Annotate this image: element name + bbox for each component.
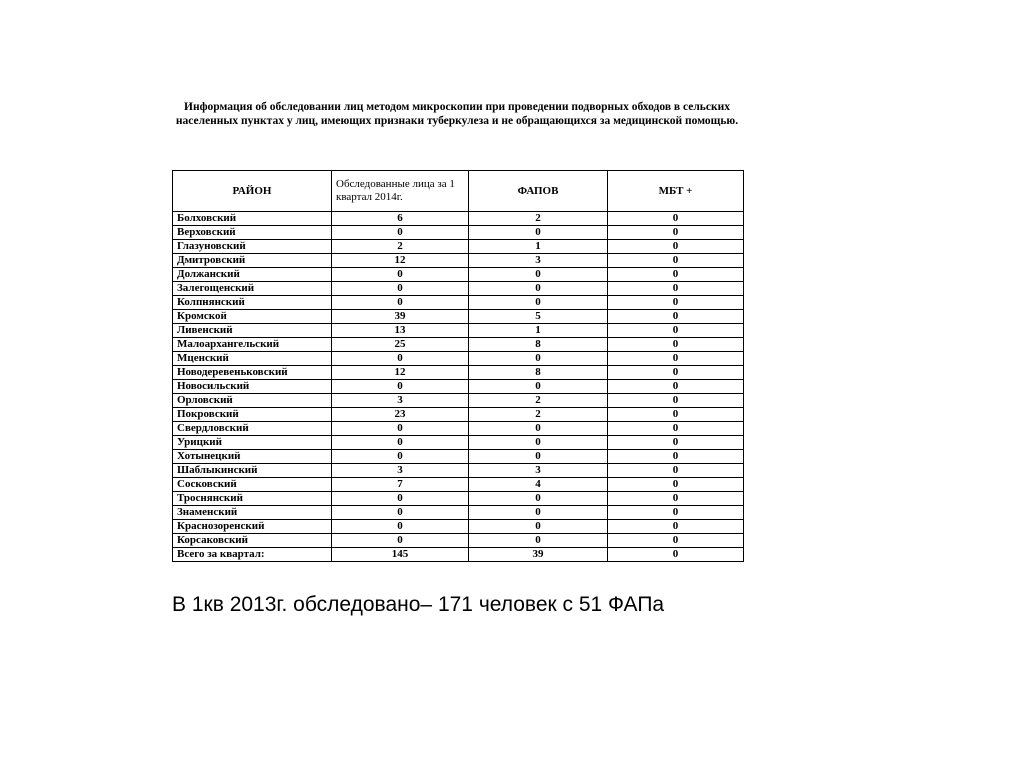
fap-cell: 4 xyxy=(469,478,608,492)
district-cell: Всего за квартал: xyxy=(173,548,332,562)
district-cell: Кромской xyxy=(173,310,332,324)
mbt-cell: 0 xyxy=(608,394,744,408)
district-cell: Знаменский xyxy=(173,506,332,520)
fap-cell: 2 xyxy=(469,212,608,226)
mbt-cell: 0 xyxy=(608,478,744,492)
mbt-cell: 0 xyxy=(608,352,744,366)
district-cell: Ливенский xyxy=(173,324,332,338)
column-header-examined: Обследованные лица за 1 квартал 2014г. xyxy=(332,171,469,212)
table-row xyxy=(173,338,744,352)
mbt-cell: 0 xyxy=(608,226,744,240)
district-cell: Должанский xyxy=(173,268,332,282)
mbt-cell: 0 xyxy=(608,436,744,450)
examined-cell: 23 xyxy=(332,408,469,422)
examined-cell: 6 xyxy=(332,212,469,226)
mbt-cell: 0 xyxy=(608,464,744,478)
mbt-cell: 0 xyxy=(608,534,744,548)
district-cell: Хотынецкий xyxy=(173,450,332,464)
table-row xyxy=(173,352,744,366)
examined-cell: 2 xyxy=(332,240,469,254)
table-row xyxy=(173,436,744,450)
table-row xyxy=(173,268,744,282)
fap-cell: 0 xyxy=(469,492,608,506)
district-cell: Шаблыкинский xyxy=(173,464,332,478)
district-cell: Свердловский xyxy=(173,422,332,436)
fap-cell: 2 xyxy=(469,408,608,422)
examined-cell: 0 xyxy=(332,492,469,506)
examined-cell: 7 xyxy=(332,478,469,492)
district-cell: Залегощенский xyxy=(173,282,332,296)
mbt-cell: 0 xyxy=(608,450,744,464)
examined-cell: 145 xyxy=(332,548,469,562)
examined-cell: 0 xyxy=(332,436,469,450)
table-row xyxy=(173,450,744,464)
district-cell: Троснянский xyxy=(173,492,332,506)
examined-cell: 0 xyxy=(332,226,469,240)
mbt-cell: 0 xyxy=(608,338,744,352)
mbt-cell: 0 xyxy=(608,506,744,520)
table-total-row xyxy=(173,548,744,562)
table-row xyxy=(173,324,744,338)
fap-cell: 0 xyxy=(469,506,608,520)
examined-cell: 0 xyxy=(332,422,469,436)
table-row xyxy=(173,366,744,380)
column-header-mbt: МБТ + xyxy=(608,171,744,212)
district-cell: Новодеревеньковский xyxy=(173,366,332,380)
fap-cell: 0 xyxy=(469,282,608,296)
fap-cell: 0 xyxy=(469,352,608,366)
examined-cell: 0 xyxy=(332,380,469,394)
mbt-cell: 0 xyxy=(608,520,744,534)
fap-cell: 0 xyxy=(469,422,608,436)
examined-cell: 0 xyxy=(332,534,469,548)
table-row xyxy=(173,520,744,534)
fap-cell: 8 xyxy=(469,338,608,352)
fap-cell: 0 xyxy=(469,436,608,450)
table-row xyxy=(173,394,744,408)
district-cell: Краснозоренский xyxy=(173,520,332,534)
mbt-cell: 0 xyxy=(608,492,744,506)
fap-cell: 0 xyxy=(469,380,608,394)
table-row xyxy=(173,492,744,506)
table-header-row xyxy=(173,171,744,212)
district-cell: Сосковский xyxy=(173,478,332,492)
examined-cell: 0 xyxy=(332,268,469,282)
district-cell: Орловский xyxy=(173,394,332,408)
examined-cell: 13 xyxy=(332,324,469,338)
district-cell: Мценский xyxy=(173,352,332,366)
fap-cell: 8 xyxy=(469,366,608,380)
table-row xyxy=(173,506,744,520)
district-cell: Глазуновский xyxy=(173,240,332,254)
column-header-district: РАЙОН xyxy=(173,171,332,212)
fap-cell: 1 xyxy=(469,324,608,338)
mbt-cell: 0 xyxy=(608,366,744,380)
examined-cell: 0 xyxy=(332,296,469,310)
fap-cell: 0 xyxy=(469,226,608,240)
fap-cell: 0 xyxy=(469,268,608,282)
table-row xyxy=(173,478,744,492)
fap-cell: 0 xyxy=(469,450,608,464)
fap-cell: 2 xyxy=(469,394,608,408)
fap-cell: 1 xyxy=(469,240,608,254)
district-cell: Малоархангельский xyxy=(173,338,332,352)
examination-table xyxy=(172,170,744,562)
table-row xyxy=(173,296,744,310)
fap-cell: 39 xyxy=(469,548,608,562)
table-row xyxy=(173,282,744,296)
mbt-cell: 0 xyxy=(608,408,744,422)
fap-cell: 0 xyxy=(469,534,608,548)
table-row xyxy=(173,212,744,226)
district-cell: Урицкий xyxy=(173,436,332,450)
fap-cell: 5 xyxy=(469,310,608,324)
mbt-cell: 0 xyxy=(608,296,744,310)
district-cell: Болховский xyxy=(173,212,332,226)
district-cell: Покровский xyxy=(173,408,332,422)
fap-cell: 0 xyxy=(469,296,608,310)
mbt-cell: 0 xyxy=(608,254,744,268)
fap-cell: 3 xyxy=(469,254,608,268)
mbt-cell: 0 xyxy=(608,268,744,282)
examined-cell: 12 xyxy=(332,254,469,268)
examined-cell: 12 xyxy=(332,366,469,380)
column-header-fap: ФАПОВ xyxy=(469,171,608,212)
examined-cell: 0 xyxy=(332,450,469,464)
table-body xyxy=(173,212,744,562)
mbt-cell: 0 xyxy=(608,548,744,562)
examined-cell: 3 xyxy=(332,464,469,478)
district-cell: Новосильский xyxy=(173,380,332,394)
district-cell: Колпнянский xyxy=(173,296,332,310)
mbt-cell: 0 xyxy=(608,380,744,394)
examined-cell: 0 xyxy=(332,506,469,520)
table-row xyxy=(173,464,744,478)
table-row xyxy=(173,380,744,394)
examined-cell: 3 xyxy=(332,394,469,408)
table-row xyxy=(173,310,744,324)
document-title: Информация об обследовании лиц методом микроскопии при проведении подворных обходов в сельских населенных пунктах у лиц, имеющих признаки туберкулеза и не обращающихся за медицинской помощью. xyxy=(175,101,739,127)
examined-cell: 0 xyxy=(332,352,469,366)
examined-cell: 0 xyxy=(332,520,469,534)
fap-cell: 3 xyxy=(469,464,608,478)
examined-cell: 25 xyxy=(332,338,469,352)
table-row xyxy=(173,408,744,422)
district-cell: Корсаковский xyxy=(173,534,332,548)
examined-cell: 0 xyxy=(332,282,469,296)
mbt-cell: 0 xyxy=(608,422,744,436)
mbt-cell: 0 xyxy=(608,324,744,338)
table-row xyxy=(173,534,744,548)
table-row xyxy=(173,422,744,436)
fap-cell: 0 xyxy=(469,520,608,534)
mbt-cell: 0 xyxy=(608,240,744,254)
mbt-cell: 0 xyxy=(608,310,744,324)
table-row xyxy=(173,240,744,254)
table-row xyxy=(173,226,744,240)
table-row xyxy=(173,254,744,268)
mbt-cell: 0 xyxy=(608,282,744,296)
district-cell: Дмитровский xyxy=(173,254,332,268)
examined-cell: 39 xyxy=(332,310,469,324)
summary-note: В 1кв 2013г. обследовано– 171 человек с 51 ФАПа xyxy=(172,593,665,616)
mbt-cell: 0 xyxy=(608,212,744,226)
district-cell: Верховский xyxy=(173,226,332,240)
